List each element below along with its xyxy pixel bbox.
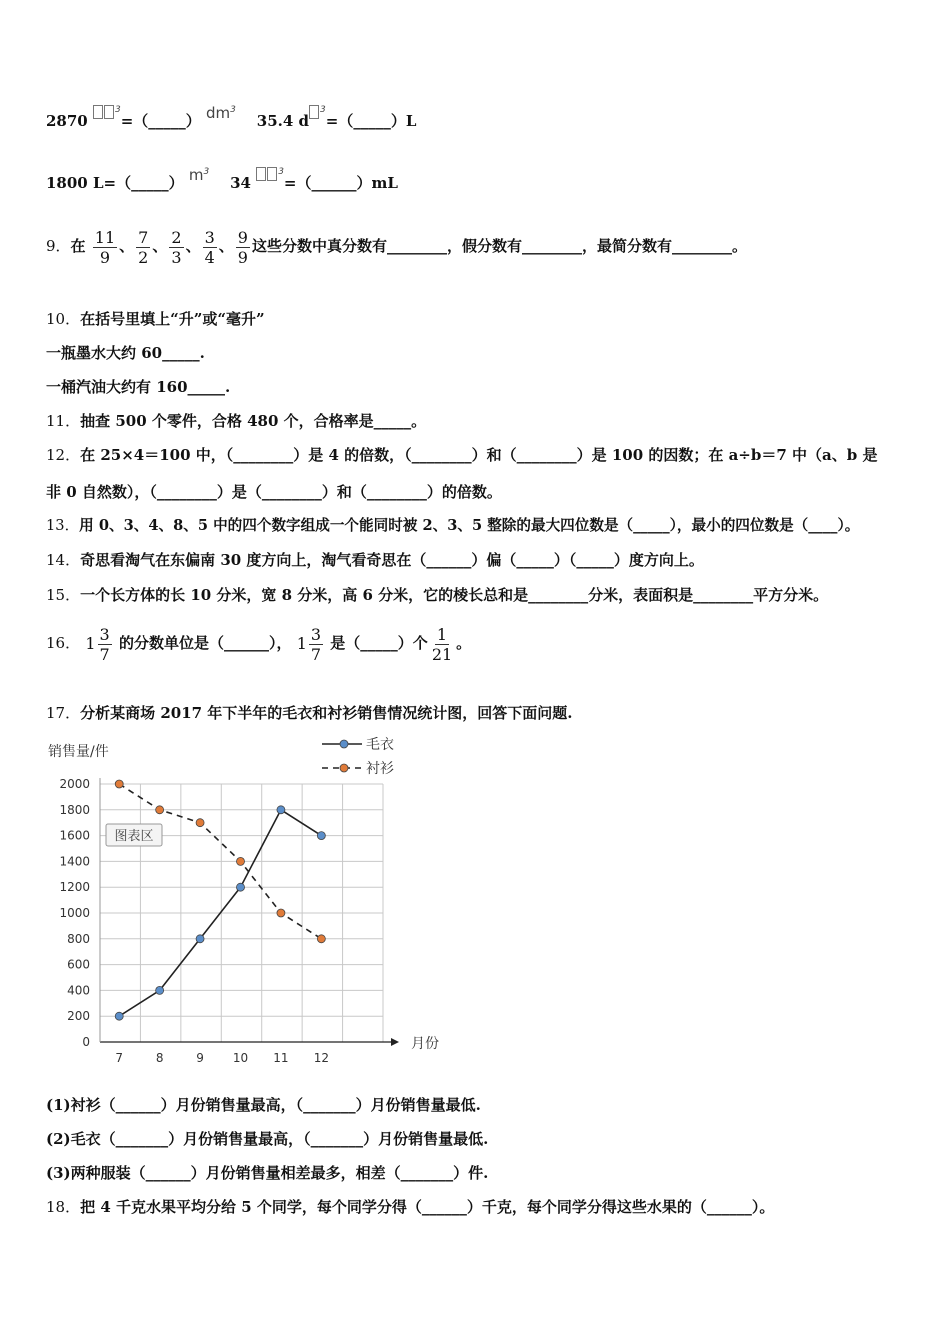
q10-text: 在括号里填上“升”或“毫升”	[80, 310, 265, 328]
question-11	[46, 411, 426, 431]
question-number: 13．	[46, 517, 80, 534]
q16-text-b: 是（_____）个	[330, 634, 428, 652]
data-point-衬衫	[156, 806, 164, 814]
question-number: 16．	[46, 634, 81, 652]
y-tick-label: 1400	[59, 854, 90, 869]
question-10	[46, 309, 265, 329]
q8-b-value: 35.4 d	[256, 112, 310, 130]
fraction: $\frac{3}{4}$	[204, 227, 215, 267]
question-number: 17．	[46, 704, 81, 722]
data-point-衬衫	[277, 909, 285, 917]
question-number: 11．	[46, 412, 81, 430]
question-17	[46, 703, 573, 723]
mixed-whole: 1	[85, 634, 96, 653]
unit-m3: $m^3$	[188, 166, 210, 184]
sep: 、	[218, 237, 234, 255]
x-tick-label: 8	[155, 1051, 164, 1065]
q17-sub-1: (1)衬衫（______）月份销售量最高，（_______）月份销售量最低.	[46, 1096, 481, 1114]
q10-line-b: 一桶汽油大约有 160_____.	[46, 378, 231, 396]
y-tick-label: 400	[67, 983, 90, 998]
q9-lead: 在	[70, 237, 86, 255]
fraction: $\frac{9}{9}$	[237, 227, 248, 267]
data-point-毛衣	[317, 832, 325, 840]
fraction: $\frac{1}{21}$	[431, 624, 453, 664]
sep: 、	[152, 237, 168, 255]
q8-d-eq: =（______）mL	[283, 174, 398, 192]
legend-label-衬衫: 衬衫	[366, 761, 394, 777]
data-point-毛衣	[115, 1012, 123, 1020]
question-9	[46, 226, 747, 267]
y-tick-label: 800	[67, 931, 90, 946]
q16-text-a: 的分数单位是（______），	[118, 634, 292, 652]
data-point-衬衫	[115, 780, 123, 788]
question-number: 18．	[46, 1198, 81, 1216]
x-tick-label: 11	[273, 1051, 289, 1065]
x-tick-label: 10	[232, 1051, 249, 1065]
data-point-毛衣	[156, 986, 164, 994]
q8-c-value: 1800 L=（_____）	[46, 174, 184, 192]
x-axis-label: 月份	[411, 1036, 439, 1052]
y-tick-label: 200	[67, 1009, 90, 1024]
sales-line-chart	[40, 735, 440, 1065]
mixed-whole: 1	[296, 634, 307, 653]
fraction: $\frac{7}{2}$	[138, 227, 149, 267]
unit-dm3: $dm^3$	[206, 104, 236, 122]
q8-b-eq: =（_____）L	[325, 112, 417, 130]
q17-sub-3: (3)两种服装（______）月份销售量相差最多，相差（_______）件.	[46, 1164, 489, 1182]
data-point-衬衫	[237, 857, 245, 865]
q8-a-eq: =（_____）	[120, 112, 201, 130]
x-tick-label: 12	[313, 1051, 329, 1065]
fraction: $\frac{2}{3}$	[171, 227, 182, 267]
question-number: 14．	[46, 551, 81, 569]
data-point-毛衣	[277, 806, 285, 814]
q13-text: 用 0、3、4、8、5 中的四个数字组成一个能同时被 2、3、5 整除的最大四位数是（_____），最小的四位数是（____）。	[79, 517, 860, 534]
data-point-衬衫	[196, 819, 204, 827]
question-15	[46, 585, 828, 605]
x-tick-label: 7	[115, 1051, 124, 1065]
x-tick-label: 9	[196, 1051, 204, 1065]
x-axis-arrow	[391, 1038, 399, 1046]
q18-text: 把 4 千克水果平均分给 5 个同学，每个同学分得（______）千克，每个同学分得这些水果的（______）。	[80, 1198, 775, 1216]
q11-text: 抽查 500 个零件，合格 480 个，合格率是_____。	[80, 412, 427, 430]
q12-line-a: 在 25×4＝100 中，（________）是 4 的倍数，（________）和（________）是 100 的因数；在 a÷b＝7 中（a、b 是	[80, 446, 878, 464]
data-point-毛衣	[196, 935, 204, 943]
q8-line-1	[46, 104, 417, 131]
question-13	[46, 516, 859, 536]
q16-text-c: 。	[456, 634, 472, 652]
y-tick-label: 2000	[59, 777, 90, 791]
question-14	[46, 550, 704, 570]
y-tick-label: 600	[67, 957, 90, 972]
y-tick-label: 1000	[59, 906, 90, 920]
legend-marker-毛衣	[340, 740, 348, 748]
question-number: 15．	[46, 586, 81, 604]
question-number: 12．	[46, 446, 81, 464]
q8-d-value: 34	[230, 174, 251, 192]
chart-area-tooltip-text: 图表区	[114, 829, 154, 844]
legend-marker-衬衫	[340, 764, 348, 772]
q17-text: 分析某商场 2017 年下半年的毛衣和衬衫销售情况统计图，回答下面问题.	[80, 704, 573, 722]
q8-line-2	[46, 166, 398, 193]
question-18	[46, 1197, 774, 1217]
y-tick-label: 1600	[59, 828, 90, 843]
q9-text: 这些分数中真分数有________，假分数有________，最简分数有________。	[251, 237, 747, 255]
unit-image-placeholder: 3	[256, 166, 284, 184]
question-number: 10．	[46, 310, 81, 328]
question-12	[46, 445, 877, 465]
question-number: 9．	[46, 237, 71, 255]
y-tick-label: 1200	[59, 880, 90, 895]
y-axis-label: 销售量/件	[48, 744, 109, 760]
q15-text: 一个长方体的长 10 分米，宽 8 分米，高 6 分米，它的棱长总和是________分米，表面积是________平方分米。	[80, 586, 829, 604]
data-point-毛衣	[237, 883, 245, 891]
y-tick-label: 0	[82, 1035, 90, 1049]
q10-line-a: 一瓶墨水大约 60_____.	[46, 344, 205, 362]
y-tick-label: 1800	[59, 802, 90, 817]
fraction: $\frac{3}{7}$	[99, 624, 110, 664]
sep: 、	[185, 237, 201, 255]
q12-line-b: 非 0 自然数），（________）是（________）和（________）的倍数。	[46, 483, 502, 501]
q14-text: 奇思看淘气在东偏南 30 度方向上，淘气看奇思在（______）偏（_____）（_____）度方向上。	[80, 551, 704, 569]
unit-image-placeholder: 3	[309, 104, 326, 122]
q8-a-value: 2870	[46, 112, 88, 130]
legend-label-毛衣: 毛衣	[366, 737, 394, 753]
fraction: $\frac{11}{9}$	[94, 227, 116, 267]
fraction: $\frac{3}{7}$	[310, 624, 322, 664]
question-16	[46, 622, 471, 665]
data-point-衬衫	[317, 935, 325, 943]
q17-sub-2: (2)毛衣（_______）月份销售量最高，（_______）月份销售量最低.	[46, 1130, 489, 1148]
unit-image-placeholder: 3	[93, 104, 121, 122]
sep: 、	[119, 237, 135, 255]
